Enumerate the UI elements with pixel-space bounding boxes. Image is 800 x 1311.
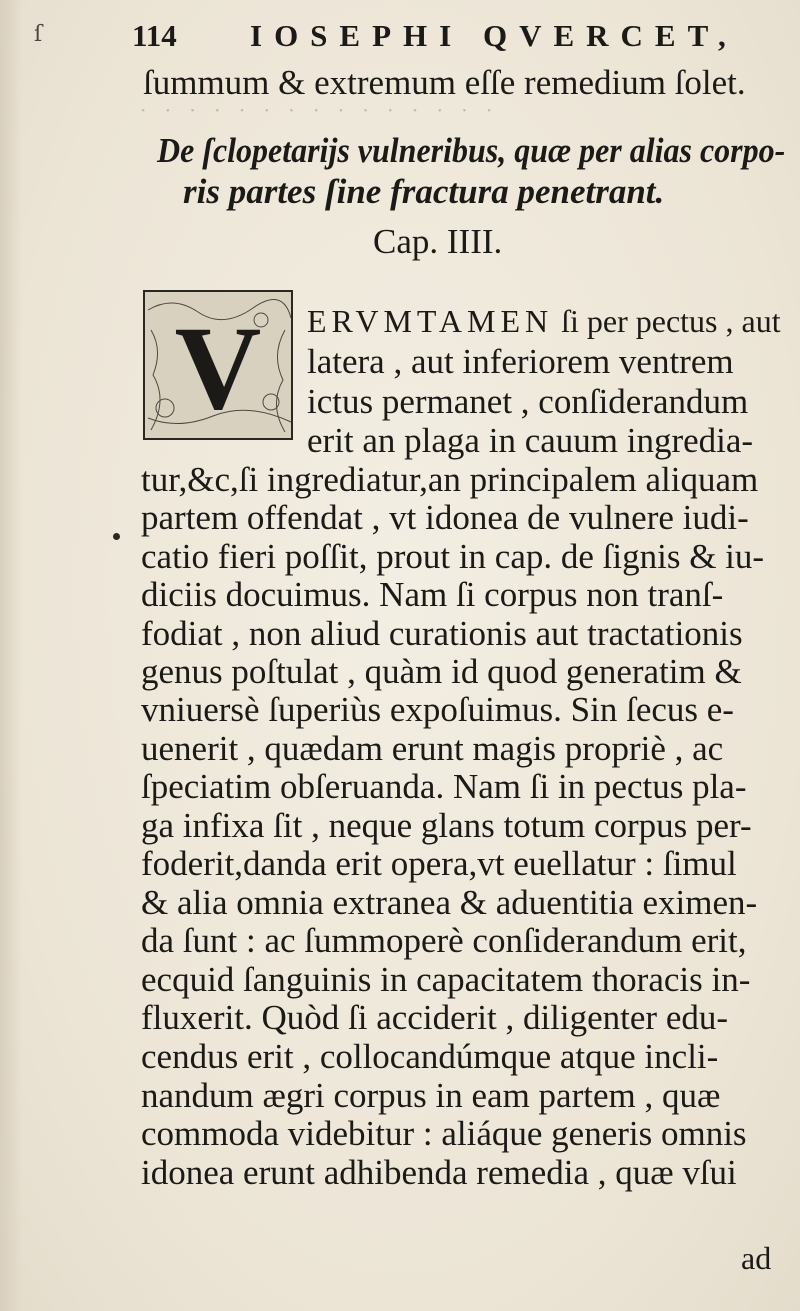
body-line: latera , aut inferiorem ventrem bbox=[307, 342, 734, 381]
body-line: uenerit , quædam erunt magis propriè , ac bbox=[141, 729, 724, 768]
ink-dot bbox=[113, 533, 120, 540]
decorated-initial bbox=[143, 290, 293, 440]
body-line: ſpeciatim obſeruanda. Nam ſi in pectus pla- bbox=[141, 767, 747, 806]
body-line: tur,&c,ſi ingrediatur,an principalem aliquam bbox=[141, 460, 759, 499]
corner-mark: ſ bbox=[34, 22, 43, 47]
section-title-line-1: De ſclopetarijs vulneribus, quæ per alias corpo- bbox=[157, 131, 786, 170]
page-gutter-shadow bbox=[0, 0, 22, 1311]
body-line: ecquid ſanguinis in capacitatem thoracis in- bbox=[141, 960, 751, 999]
initial-letter: V bbox=[174, 301, 262, 434]
first-line: ſummum & extremum eſſe remedium ſolet. bbox=[143, 63, 746, 102]
show-through-text: · · · · · · · · · · · · · · · bbox=[140, 98, 499, 122]
body-line: ga infixa ſit , neque glans totum corpus per- bbox=[141, 806, 752, 845]
opening-rest: ſi per pectus , aut bbox=[553, 303, 781, 339]
body-line: vniuersè ſuperiùs expoſuimus. Sin ſecus e- bbox=[141, 690, 734, 729]
body-line: ictus permanet , conſiderandum bbox=[307, 382, 749, 421]
chapter-heading: Cap. IIII. bbox=[373, 222, 503, 261]
section-title-line-2: ris partes ſine fractura penetrant. bbox=[183, 172, 665, 211]
body-line: genus poſtulat , quàm id quod generatim & bbox=[141, 652, 742, 691]
body-line: foderit,danda erit opera,vt euellatur : ſimul bbox=[141, 844, 737, 883]
opening-line bbox=[307, 303, 781, 340]
running-head: IOSEPHI QVERCET, bbox=[250, 18, 738, 53]
body-line: erit an plaga in cauum ingredia- bbox=[307, 421, 754, 460]
body-line: cendus erit , collocandúmque atque incli- bbox=[141, 1037, 719, 1076]
opening-smallcaps: ERVMTAMEN bbox=[307, 303, 554, 339]
body-line: partem offendat , vt idonea de vulnere iudi- bbox=[141, 498, 749, 537]
body-line: idonea erunt adhibenda remedia , quæ vſui bbox=[141, 1153, 737, 1192]
body-line: diciis docuimus. Nam ſi corpus non tranſ- bbox=[141, 575, 724, 614]
body-line: fluxerit. Quòd ſi acciderit , diligenter edu- bbox=[141, 998, 729, 1037]
page-number: 114 bbox=[132, 18, 177, 53]
page-header bbox=[132, 18, 772, 58]
body-line: nandum ægri corpus in eam partem , quæ bbox=[141, 1076, 721, 1115]
body-line: catio fieri poſſit, prout in cap. de ſignis & iu- bbox=[141, 537, 765, 576]
catchword: ad bbox=[741, 1240, 772, 1276]
body-line: commoda videbitur : aliáque generis omnis bbox=[141, 1114, 747, 1153]
body-line: & alia omnia extranea & aduentitia eximen- bbox=[141, 883, 758, 922]
body-line: fodiat , non aliud curationis aut tractationis bbox=[141, 614, 743, 653]
body-line: da ſunt : ac ſummoperè conſiderandum erit, bbox=[141, 921, 747, 960]
